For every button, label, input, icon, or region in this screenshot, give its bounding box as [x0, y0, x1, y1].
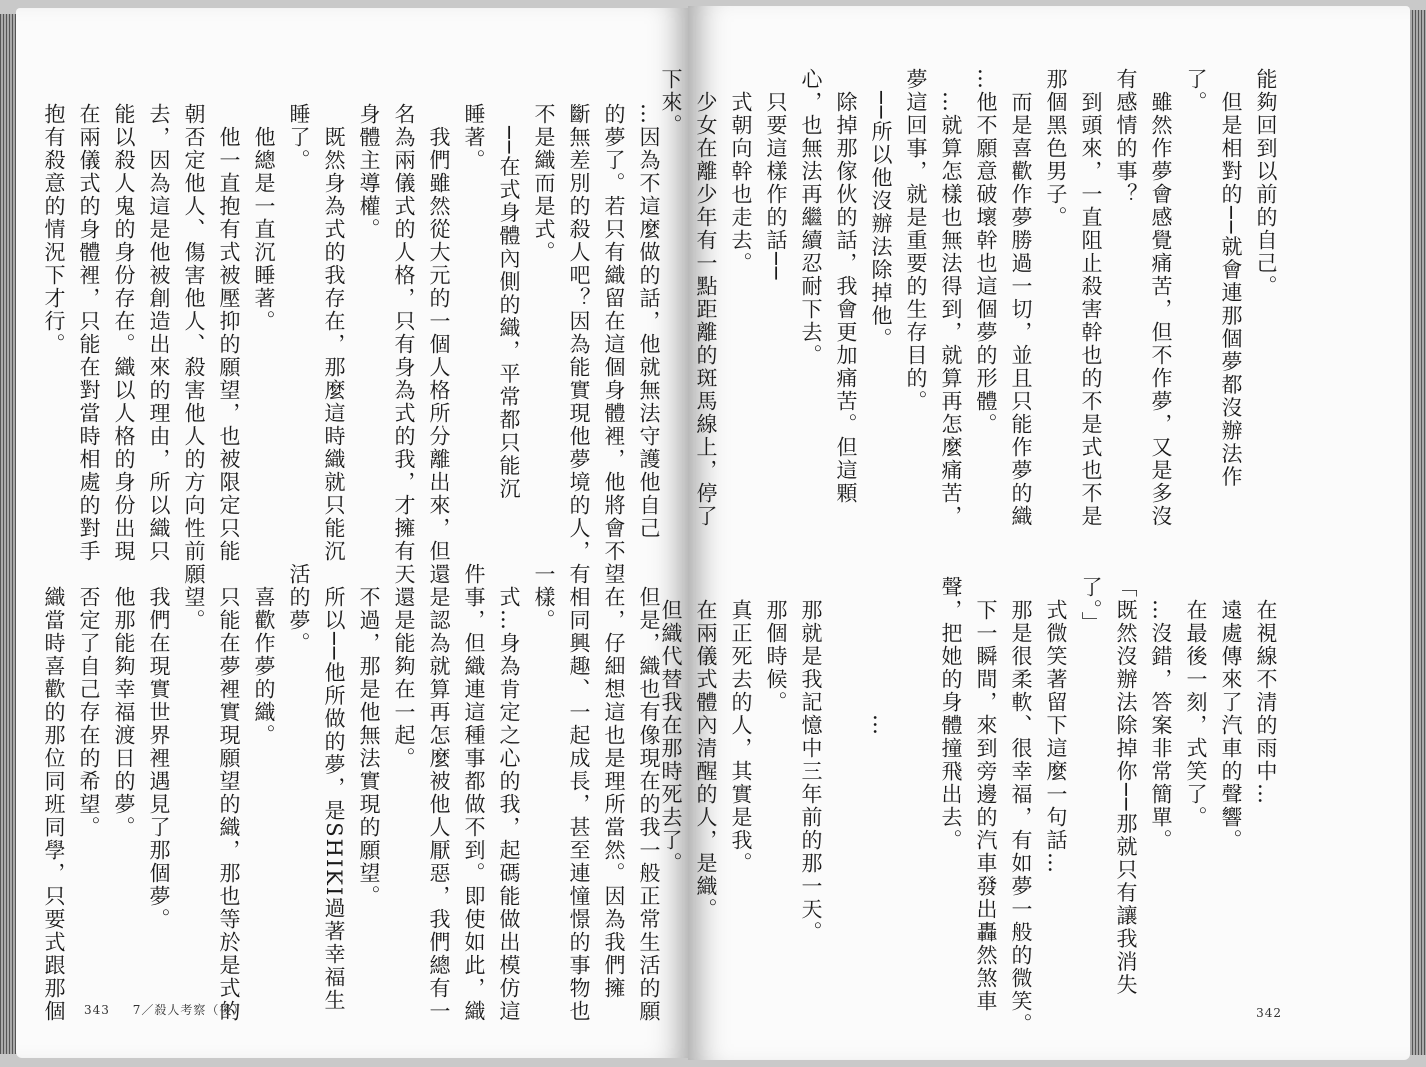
text-line: 天還是能夠在一起。 — [392, 563, 416, 770]
text-line: 望在，仔細想這也是理所當然。因為我們擁 — [602, 563, 626, 1000]
text-line: 式微笑著留下這麼一句話… — [1044, 576, 1068, 875]
text-line: 有相同興趣、一起成長，甚至連憧憬的事物也 — [567, 563, 591, 1023]
text-line: 能以殺人鬼的身份存在。織以人格的身份出現 — [112, 103, 136, 563]
text-line: 只能在夢裡實現願望的織，那也等於是式的 — [217, 563, 241, 1023]
running-title: 7／殺人考察（後） — [132, 1003, 246, 1017]
text-line: 但是，織也有像現在的我一般正常生活的願 — [637, 563, 661, 1023]
left-page-top-text — [42, 103, 666, 563]
text-line: 遠處傳來了汽車的聲響。 — [1219, 576, 1243, 852]
text-line: 他總是一直沉睡著。 — [252, 103, 276, 333]
text-line: 抱有殺意的情況下才行。 — [42, 103, 66, 356]
text-line: 式…身為肯定之心的我，起碼能做出模仿這 — [497, 563, 521, 1023]
text-line: 有感情的事？ — [1114, 68, 1138, 206]
text-line: 還是認為就算再怎麼被他人厭惡，我們總有一 — [427, 563, 451, 1023]
text-line: 下來。 — [659, 68, 683, 137]
left-page-footer — [84, 1001, 263, 1018]
text-line: 那就是我記憶中三年前的那一天。 — [799, 576, 823, 944]
text-line: 夢這回事，就是重要的生存目的。 — [904, 68, 928, 413]
left-page-number: 343 — [84, 1003, 110, 1017]
right-page-number: 342 — [1256, 1006, 1282, 1020]
text-line — [828, 576, 863, 1016]
text-line: ──所以他沒辦法除掉他。 — [869, 68, 893, 351]
text-line: 能夠回到以前的自己。 — [1254, 68, 1278, 298]
text-line: 既然身為式的我存在，那麼這時織就只能沉 — [322, 103, 346, 563]
text-line: …因為不這麼做的話，他就無法守護他自己 — [637, 103, 661, 540]
text-line: 少女在離少年有一點距離的斑馬線上，停了 — [694, 68, 718, 528]
right-page-footer — [1256, 1006, 1300, 1020]
text-line: 去，因為這是他被創造出來的理由，所以織只 — [147, 103, 171, 563]
text-line: 到頭來，一直阻止殺害幹也的不是式也不是 — [1079, 68, 1103, 528]
text-line: 不過，那是他無法實現的願望。 — [357, 563, 381, 908]
text-line: 所以──他所做的夢，是SHIKI過著幸福生 — [322, 563, 346, 1013]
text-line: 了。 — [1184, 68, 1208, 114]
right-page-bottom-text — [659, 576, 1283, 1036]
text-line: 件事，但織連這種事都做不到。即使如此，織 — [462, 563, 486, 1023]
right-page-top-text — [659, 68, 1283, 558]
text-line: 而是喜歡作夢勝過一切，並且只能作夢的織 — [1009, 68, 1033, 528]
text-line: 真正死去的人，其實是我。 — [729, 576, 753, 875]
text-line: 一樣。 — [532, 563, 556, 632]
text-line: 下一瞬間，來到旁邊的汽車發出轟然煞車 — [974, 576, 998, 1013]
text-line: 在兩儀式的身體裡，只能在對當時相處的對手 — [77, 103, 101, 563]
text-line: 的夢了。若只有織留在這個身體裡，他將會不 — [602, 103, 626, 563]
text-line: 睡了。 — [287, 103, 311, 172]
text-line: 雖然作夢會感覺痛苦，但不作夢，又是多沒 — [1149, 68, 1173, 528]
left-page — [16, 8, 688, 1058]
text-line: 他那能夠幸福渡日的夢。 — [112, 563, 136, 839]
text-line: ──在式身體內側的織，平常都只能沉 — [497, 103, 521, 501]
text-line: 否定了自己存在的希望。 — [77, 563, 101, 839]
text-line: 了。」 — [1079, 576, 1103, 635]
text-line: …沒錯，答案非常簡單。 — [1149, 576, 1173, 852]
right-page — [659, 6, 1410, 1060]
text-line: 那個黑色男子。 — [1044, 68, 1068, 229]
text-line: 在最後一刻，式笑了。 — [1184, 576, 1208, 829]
text-line: 在視線不清的雨中… — [1254, 576, 1278, 806]
text-line: 活的夢。 — [287, 563, 311, 655]
text-line: 不是織而是式。 — [532, 103, 556, 264]
text-line: 睡著。 — [462, 103, 486, 172]
text-line: 織當時喜歡的那位同班同學，只要式跟那個 — [42, 563, 66, 1023]
text-line: 願望。 — [182, 563, 206, 632]
text-line: 朝否定他人、傷害他人、殺害他人的方向性前 — [182, 103, 206, 563]
text-line: 只要這樣作的話── — [764, 68, 788, 282]
text-line: 但織代替我在那時死去了。 — [659, 576, 683, 875]
text-line: 我們雖然從大元的一個人格所分離出來，但 — [427, 103, 451, 563]
text-line: … — [869, 576, 893, 737]
text-line: 名為兩儀式的人格，只有身為式的我，才擁有 — [392, 103, 416, 563]
text-line: …他不願意破壞幹也這個夢的形體。 — [974, 68, 998, 436]
text-line: 斷無差別的殺人吧？因為能實現他夢境的人， — [567, 103, 591, 563]
text-line: 式朝向幹也走去。 — [729, 68, 753, 275]
text-line — [898, 576, 933, 1016]
text-line: 他一直抱有式被壓抑的願望，也被限定只能 — [217, 103, 241, 563]
text-line: 除掉那傢伙的話，我會更加痛苦。但這顆 — [834, 68, 858, 505]
text-line: 在兩儀式體內清醒的人，是織。 — [694, 576, 718, 921]
text-line: 喜歡作夢的織。 — [252, 563, 276, 747]
text-line: 聲，把她的身體撞飛出去。 — [939, 576, 963, 852]
text-line: 那是很柔軟、很幸福，有如夢一般的微笑。 — [1009, 576, 1033, 1036]
text-line: 「既然沒辦法除掉你──那就只有讓我消失 — [1114, 576, 1138, 997]
page-edge-right — [1410, 10, 1426, 1055]
text-line: 心，也無法再繼續忍耐下去。 — [799, 68, 823, 367]
text-line: 身體主導權。 — [357, 103, 381, 241]
text-line: 那個時候。 — [764, 576, 788, 714]
text-line: …就算怎樣也無法得到，就算再怎麼痛苦， — [939, 68, 963, 528]
text-line: 我們在現實世界裡遇見了那個夢。 — [147, 563, 171, 931]
text-line: 但是相對的──就會連那個夢都沒辦法作 — [1219, 68, 1243, 489]
